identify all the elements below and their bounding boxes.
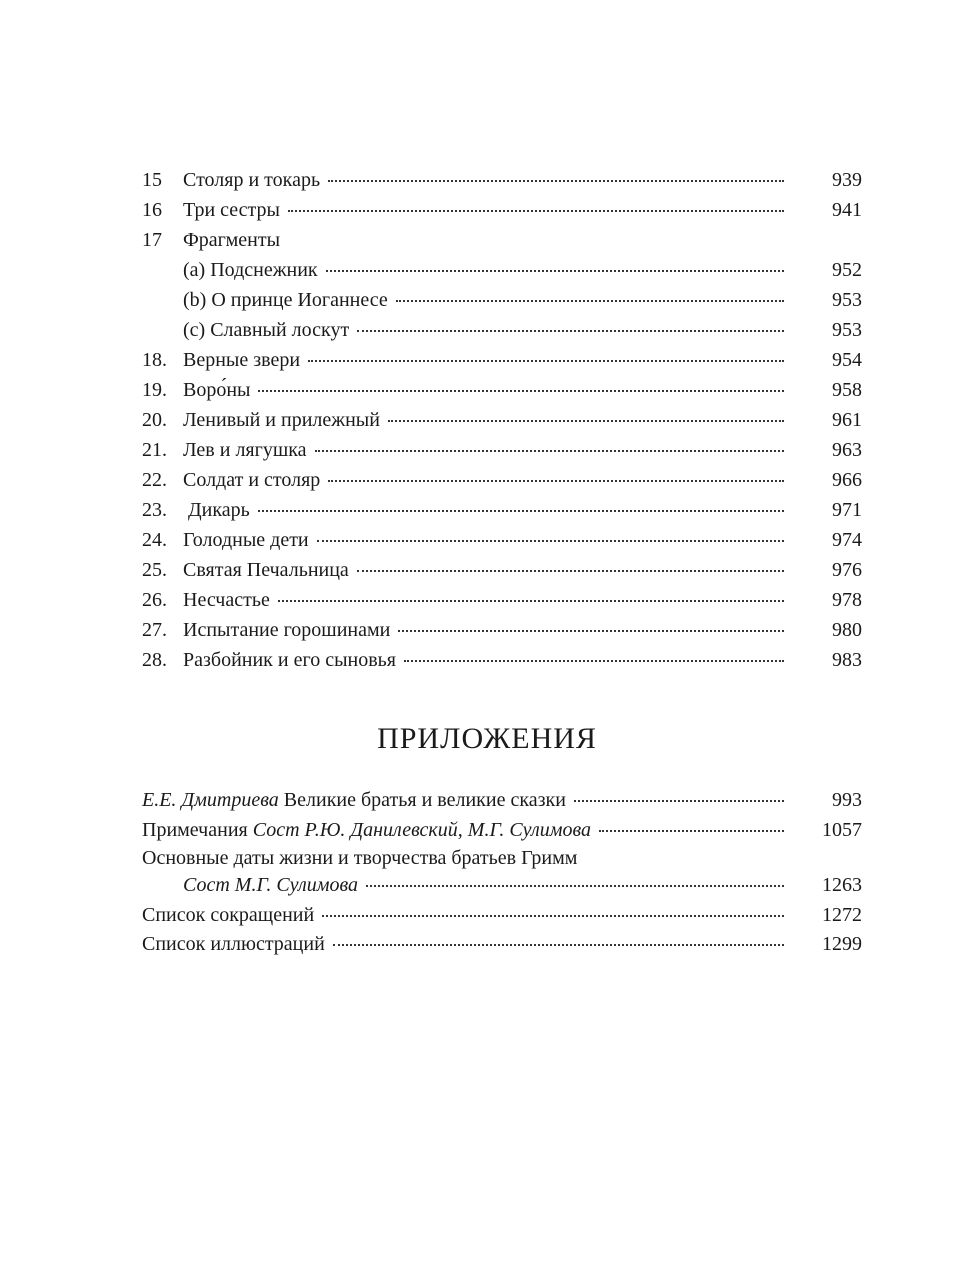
entry-title: Фрагменты (183, 229, 281, 251)
entry-number: 26. (142, 589, 167, 611)
toc-entry[interactable] (142, 375, 862, 405)
entry-title: Святая Печальница (183, 559, 349, 581)
toc-entry[interactable] (142, 465, 862, 495)
dot-leader (278, 600, 784, 602)
entry-title: Голодные дети (183, 529, 309, 551)
entry-number: 25. (142, 559, 167, 581)
entry-page: 939 (832, 169, 862, 191)
dot-leader (366, 885, 784, 887)
toc-entry[interactable] (142, 645, 862, 675)
entry-page: 1057 (822, 818, 862, 841)
entry-title: Ленивый и прилежный (183, 409, 380, 431)
entry-author: Сост Р.Ю. Данилевский, М.Г. Сулимова (252, 818, 592, 841)
toc-entry[interactable] (142, 435, 862, 465)
entry-page: 1299 (822, 933, 862, 955)
entry-title: Воро́ны (183, 379, 251, 401)
dot-leader (404, 660, 784, 662)
entry-author: Е.Е. Дмитриева (142, 789, 279, 811)
dot-leader (258, 390, 784, 392)
toc-entry[interactable] (142, 225, 862, 255)
toc-entry[interactable] (142, 345, 862, 375)
entry-title: (a) Подснежник (183, 259, 318, 281)
entry-number: 22. (142, 469, 167, 491)
toc-entry[interactable] (142, 816, 862, 846)
toc-entry[interactable] (142, 901, 862, 931)
entry-page: 1272 (822, 903, 862, 926)
toc-entry[interactable] (142, 845, 862, 871)
entry-number: 18. (142, 349, 167, 371)
dot-leader (315, 450, 784, 452)
entry-page: 974 (832, 529, 862, 551)
dot-leader (357, 330, 784, 332)
dot-leader (333, 944, 784, 946)
toc-entry[interactable] (142, 405, 862, 435)
entry-number: 15 (142, 169, 162, 191)
toc-entry[interactable] (142, 786, 862, 816)
dot-leader (328, 180, 784, 182)
entry-number: 21. (142, 439, 167, 461)
entry-title: Великие братья и великие сказки (278, 789, 566, 811)
toc-entry[interactable] (142, 495, 862, 525)
entry-title: Основные даты жизни и творчества братьев Гримм (142, 847, 578, 869)
toc-entry[interactable] (142, 255, 862, 285)
entry-number: 17 (142, 229, 162, 251)
entry-title: Список иллюстраций (142, 933, 325, 955)
entry-title: Дикарь (183, 499, 250, 521)
entry-page: 954 (832, 349, 862, 371)
dot-leader (258, 510, 784, 512)
toc-entry[interactable] (142, 585, 862, 615)
dot-leader (326, 270, 784, 272)
entry-title: Примечания (142, 818, 253, 841)
entry-title: Список сокращений (142, 903, 315, 926)
entry-page: 953 (832, 289, 862, 311)
entry-number: 27. (142, 619, 167, 641)
entry-page: 978 (832, 589, 862, 611)
entry-page: 976 (832, 559, 862, 581)
dot-leader (398, 630, 784, 632)
entry-page: 1263 (822, 874, 862, 896)
dot-leader (322, 915, 784, 917)
entry-number: 28. (142, 649, 167, 671)
dot-leader (308, 360, 784, 362)
entry-title: Верные звери (183, 349, 301, 371)
entry-number: 24. (142, 529, 167, 551)
entry-title: Лев и лягушка (183, 439, 307, 461)
toc-entry[interactable] (142, 525, 862, 555)
entry-page: 953 (832, 319, 862, 341)
entry-page: 941 (832, 199, 862, 221)
entry-page: 952 (832, 259, 862, 281)
toc-entry[interactable] (142, 195, 862, 225)
entry-page: 983 (832, 649, 862, 671)
toc-entry[interactable] (142, 555, 862, 585)
toc-entry[interactable] (142, 285, 862, 315)
entry-page: 993 (832, 789, 862, 811)
entry-page: 980 (832, 619, 862, 641)
dot-leader (599, 830, 784, 832)
appendix-list (142, 786, 862, 960)
entry-title: Испытание горошинами (183, 619, 391, 641)
entry-author: Сост М.Г. Сулимова (183, 874, 359, 896)
dot-leader (317, 540, 784, 542)
entry-title: Несчастье (183, 589, 270, 611)
table-of-contents (142, 165, 862, 675)
entry-number: 20. (142, 409, 167, 431)
dot-leader (328, 480, 784, 482)
appendix-heading: ПРИЛОЖЕНИЯ (377, 722, 597, 755)
entry-title: Столяр и токарь (183, 169, 321, 191)
toc-entry[interactable] (142, 615, 862, 645)
dot-leader (396, 300, 784, 302)
entry-page: 963 (832, 439, 862, 461)
entry-number: 16 (142, 199, 162, 221)
entry-title: (c) Славный лоскут (183, 319, 350, 341)
dot-leader (288, 210, 784, 212)
entry-number: 23. (142, 499, 167, 521)
entry-title: (b) О принце Иоганнесе (183, 289, 388, 311)
entry-number: 19. (142, 379, 167, 401)
entry-page: 971 (832, 499, 862, 521)
entry-title: Солдат и столяр (183, 469, 321, 491)
entry-title: Разбойник и его сыновья (183, 649, 396, 671)
dot-leader (574, 800, 784, 802)
toc-entry[interactable] (142, 930, 862, 960)
dot-leader (357, 570, 784, 572)
toc-entry[interactable] (142, 871, 862, 901)
entry-page: 961 (832, 409, 862, 431)
entry-title: Три сестры (183, 199, 280, 221)
toc-entry[interactable] (142, 315, 862, 345)
toc-entry[interactable] (142, 165, 862, 195)
entry-page: 966 (832, 469, 862, 491)
dot-leader (388, 420, 784, 422)
entry-page: 958 (832, 379, 862, 401)
